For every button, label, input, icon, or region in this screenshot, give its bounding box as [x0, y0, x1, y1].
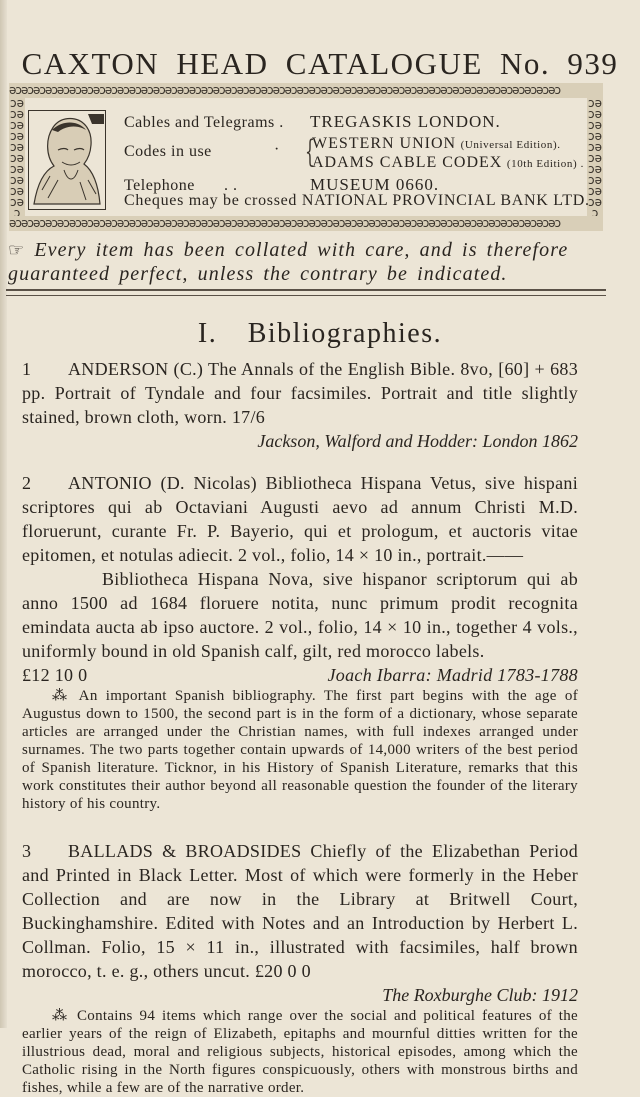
entry [22, 839, 578, 1097]
entry-imprint: Jackson, Walford and Hodder: London 1862 [257, 431, 578, 451]
entry-text [22, 471, 578, 567]
telephone-value: MUSEUM 0660. [310, 175, 440, 194]
entry-body: BALLADS & BROADSIDES Chiefly of the Elizabethan Period and Printed in Black Letter. Most of which were formerly in the Heber Collection and are now in the Library at Britwell Court, Buckinghamshire. Edited with Notes and an Introduction by Herbert L. Collman. Folio, 15 × 11 in., illustrated with facsimiles, half brown morocco, t. e. g., others uncut. £20 0 0 [22, 841, 578, 981]
divider-thin [6, 295, 606, 296]
pointing-hand-icon: ☞ [8, 240, 26, 260]
entry-note: ⁂ Contains 94 items which range over the social and political features of the earlier years of the reign of Elizabeth, epitaphs and mournful ditties written for the illustrious dead, moral and religious subjects, historical episodes, among which the Catholic rising in the North figures conspicuously, others with monstrous births and fishes, while a few are of the narrative order. [22, 1008, 578, 1096]
codes-label: Codes in use [124, 143, 212, 160]
contact-block [124, 110, 594, 198]
page-edge [0, 0, 7, 1028]
border-bottom: ǝᴐǝᴐǝᴐǝᴐǝᴐǝᴐǝᴐǝᴐǝᴐǝᴐǝᴐǝᴐǝᴐǝᴐǝᴐǝᴐǝᴐǝᴐǝᴐǝᴐǝᴐǝᴐǝᴐǝᴐǝᴐǝᴐǝᴐǝᴐǝᴐǝᴐǝᴐǝᴐǝᴐǝᴐǝᴐǝᴐǝᴐǝᴐǝᴐǝᴐǝᴐǝᴐǝᴐǝᴐǝᴐǝᴐ [9, 216, 603, 231]
entry-price: £12 10 0 [22, 665, 88, 685]
entry-body: ANTONIO (D. Nicolas) Bibliotheca Hispana Vetus, sive hispani scriptores qui ab Octaviani Augusti aevo ad annum Christi M.D. floruerunt, curante Fr. P. Bayerio, qui et prologum, et auctoris vitae epitomen, et notulas adiecit. 2 vol., folio, 14 × 10 in., portrait.—— [22, 473, 578, 565]
code-western-union: WESTERN UNION (Universal Edition). [312, 135, 561, 152]
entry [22, 357, 578, 453]
entry-imprint: The Roxburghe Club: 1912 [382, 985, 578, 1005]
brace-icon: { [305, 134, 316, 170]
entry [22, 471, 578, 813]
divider-thick [6, 289, 606, 291]
collation-notice [8, 238, 604, 286]
entry-text [22, 839, 578, 983]
codes-row [124, 135, 594, 173]
entry-number: 3 [22, 841, 32, 861]
entry-price-line [22, 663, 578, 687]
entry-number: 2 [22, 473, 32, 493]
codes-dots: · [274, 141, 280, 158]
entry-continuation: Bibliotheca Hispana Nova, sive hispanor scriptorum qui ab anno 1500 ad 1684 floruere notita, nunc primum prodit recognita emindata aucta ab ipso auctore. 2 vol., folio, 14 × 10 in., together 4 vols., uniformly bound in old Spanish calf, gilt, red morocco labels. [22, 569, 578, 661]
code-adams: ADAMS CABLE CODEX (10th Edition) . [312, 154, 584, 171]
cheques-line: Cheques may be crossed NATIONAL PROVINCIAL BANK LTD. [124, 192, 590, 209]
telephone-label: Telephone [124, 177, 195, 194]
border-right: ᴐǝᴐǝᴐǝᴐǝᴐǝᴐǝᴐǝᴐǝᴐǝᴐǝᴐ [588, 98, 602, 216]
cables-row [124, 110, 594, 135]
entry-list [22, 357, 578, 1097]
entry-text [22, 357, 578, 429]
entry-body: ANDERSON (C.) The Annals of the English Bible. 8vo, [60] + 683 pp. Portrait of Tyndale and four facsimiles. Portrait and title slightly stained, brown cloth, worn. 17/6 [22, 359, 578, 427]
section-heading [0, 318, 640, 350]
section-number: I. [197, 318, 218, 349]
border-top: ǝᴐǝᴐǝᴐǝᴐǝᴐǝᴐǝᴐǝᴐǝᴐǝᴐǝᴐǝᴐǝᴐǝᴐǝᴐǝᴐǝᴐǝᴐǝᴐǝᴐǝᴐǝᴐǝᴐǝᴐǝᴐǝᴐǝᴐǝᴐǝᴐǝᴐǝᴐǝᴐǝᴐǝᴐǝᴐǝᴐǝᴐǝᴐǝᴐǝᴐǝᴐǝᴐǝᴐǝᴐǝᴐǝᴐ [9, 83, 603, 98]
telephone-dots: . . [224, 177, 238, 194]
section-title: Bibliographies. [247, 318, 443, 349]
entry-imprint: Joach Ibarra: Madrid 1783-1788 [327, 665, 578, 685]
entry-number: 1 [22, 359, 32, 379]
border-left: ᴐǝᴐǝᴐǝᴐǝᴐǝᴐǝᴐǝᴐǝᴐǝᴐǝᴐ [10, 98, 24, 216]
cables-value: TREGASKIS LONDON. [310, 112, 501, 131]
notice-text: Every item has been collated with care, and is therefore guaranteed perfect, unless the contrary be indicated. [8, 239, 569, 285]
cables-label: Cables and Telegrams . [124, 114, 284, 131]
caxton-head-emblem-icon [28, 110, 106, 210]
catalogue-title: CAXTON HEAD CATALOGUE No. 939 [21, 46, 619, 81]
entry-note: ⁂ An important Spanish bibliography. The first part begins with the age of Augustus down to 1500, the second part is in the form of a dictionary, whose separate articles are arranged under the Christian names, with full indexes arranged under surnames. The two parts together contain upwards of 14,000 writers of the best period of Spanish literature. Ticknor, in his History of Spanish Literature, remarks that this work constitutes their author beyond all reasonable question the founder of the literary history of his country. [22, 688, 578, 812]
